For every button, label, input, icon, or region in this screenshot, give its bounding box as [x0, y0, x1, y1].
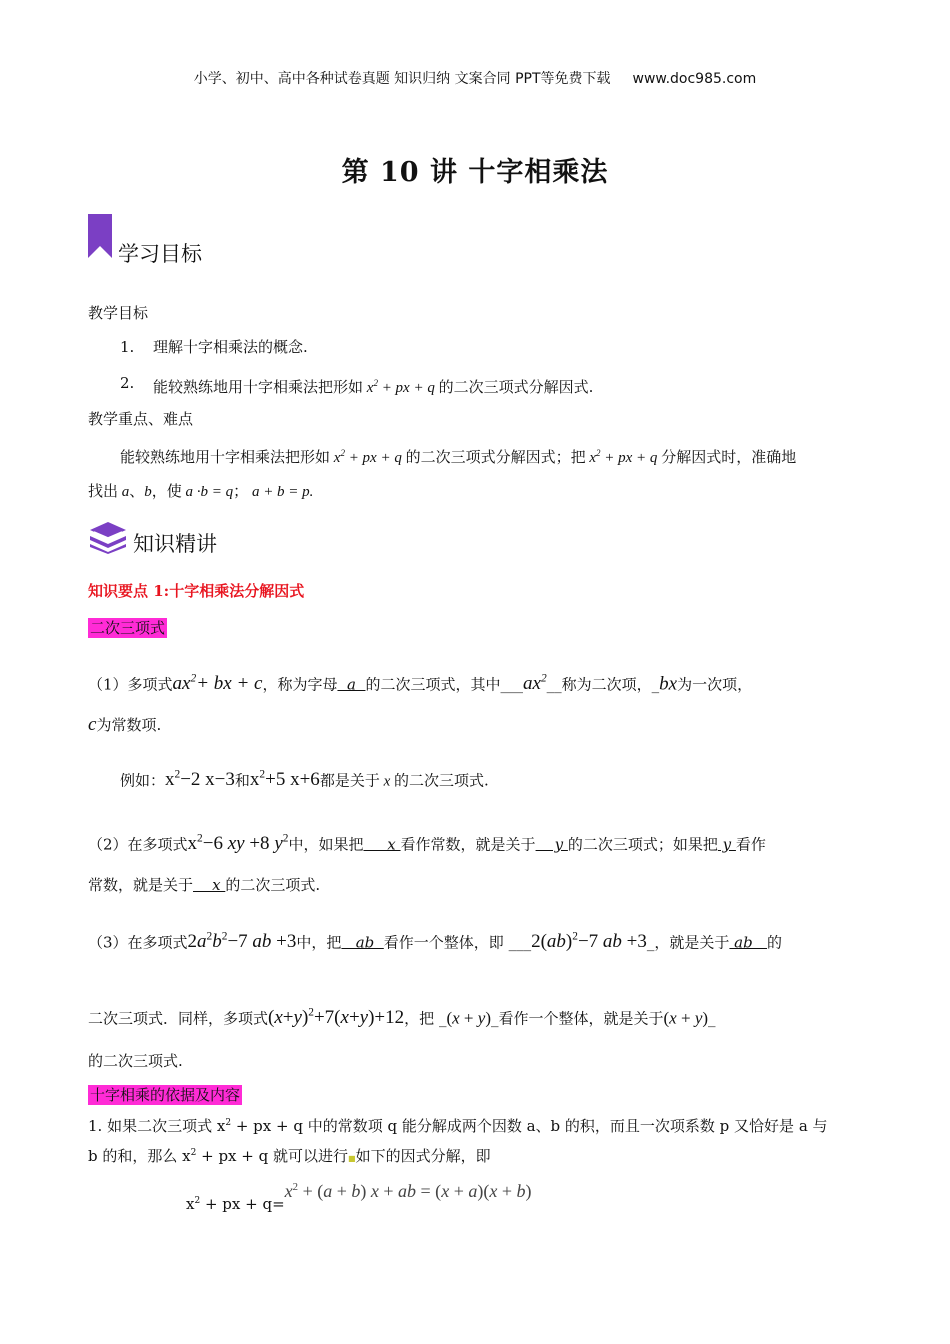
example-line: 例如：$x^2-2$ x−3和$x^2+5$ x+6都是关于 x 的二次三项式.: [120, 769, 489, 791]
focus-line-1: 能较熟练地用十字相乘法把形如 $x^2$ + px + q 的二次三项式分解因式；把 $x^2$ + px + q 分解因式时，准确地: [120, 448, 797, 466]
bookmark-icon: [88, 214, 112, 258]
para-3-cont: 二次三项式．同样，多项式$(x+y)^2+7(x+y)+12$，把 _(x + y)_看作一个整体，就是关于(x + y)_: [88, 1007, 716, 1029]
focus-line-2: 找出 a、b，使 a ·b = q； a + b = p.: [88, 482, 314, 500]
tag-quadratic: 二次三项式: [90, 619, 166, 637]
para-2: （2）在多项式$x^2-6$ xy +8 $y^2$中，如果把 x 看作常数，就是关于 y 的二次三项式；如果把 y 看作: [88, 833, 766, 855]
goals-heading: 教学目标: [88, 304, 149, 322]
goal-item-2: 能较熟练地用十字相乘法把形如 $x^2$ + px + q 的二次三项式分解因式.: [153, 378, 594, 396]
header-text: 小学、初中、高中各种试卷真题 知识归纳 文案合同 PPT等免费下载: [193, 71, 611, 87]
formula-line: $x^2$ + px + $q=x^2 + (a + b) x$ + ab = (x + a)(x + b): [186, 1181, 532, 1213]
goal-item-2-num: 2.: [120, 374, 135, 392]
para-1-cont: c为常数项.: [88, 714, 162, 735]
para-3: （3）在多项式$2a^2b^2-7$ ab +3中，把 ab 看作一个整体，即 ___2(ab)$^2$−7 ab +3_，就是关于 ab 的: [88, 931, 783, 953]
focus-heading: 教学重点、难点: [88, 410, 194, 428]
para-3-end: 的二次三项式.: [88, 1052, 183, 1070]
page-title: 第 10 讲 十字相乘法: [341, 157, 609, 188]
section-knowledge-heading: 知识精讲: [133, 532, 217, 556]
para-1: （1）多项式$ax^2+$ bx + c，称为字母 a 的二次三项式，其中$\_\_\_ax^2\_\_$称为二次项，_bx为一次项，: [88, 673, 753, 695]
para-4: 1. 如果二次三项式 $x^2$ + px + q 中的常数项 q 能分解成两个因数 a、b 的积，而且一次项系数 p 又恰好是 a 与: [88, 1117, 828, 1135]
knowledge-point-1: 知识要点 1:十字相乘法分解因式: [88, 582, 305, 600]
books-icon: [88, 518, 128, 554]
section-goals-heading: 学习目标: [118, 242, 202, 266]
para-4-cont: b 的和，那么 $x^2$ + px + q 就可以进行■如下的因式分解，即: [88, 1147, 491, 1165]
header-url[interactable]: www.doc985.com: [632, 71, 757, 87]
para-2-cont: 常数，就是关于 x 的二次三项式.: [88, 876, 321, 894]
page-header: [0, 68, 950, 88]
tag-cross-basis: 十字相乘的依据及内容: [90, 1086, 241, 1104]
goal-item-1: 理解十字相乘法的概念.: [153, 338, 308, 356]
goal-item-1-num: 1.: [120, 338, 135, 356]
